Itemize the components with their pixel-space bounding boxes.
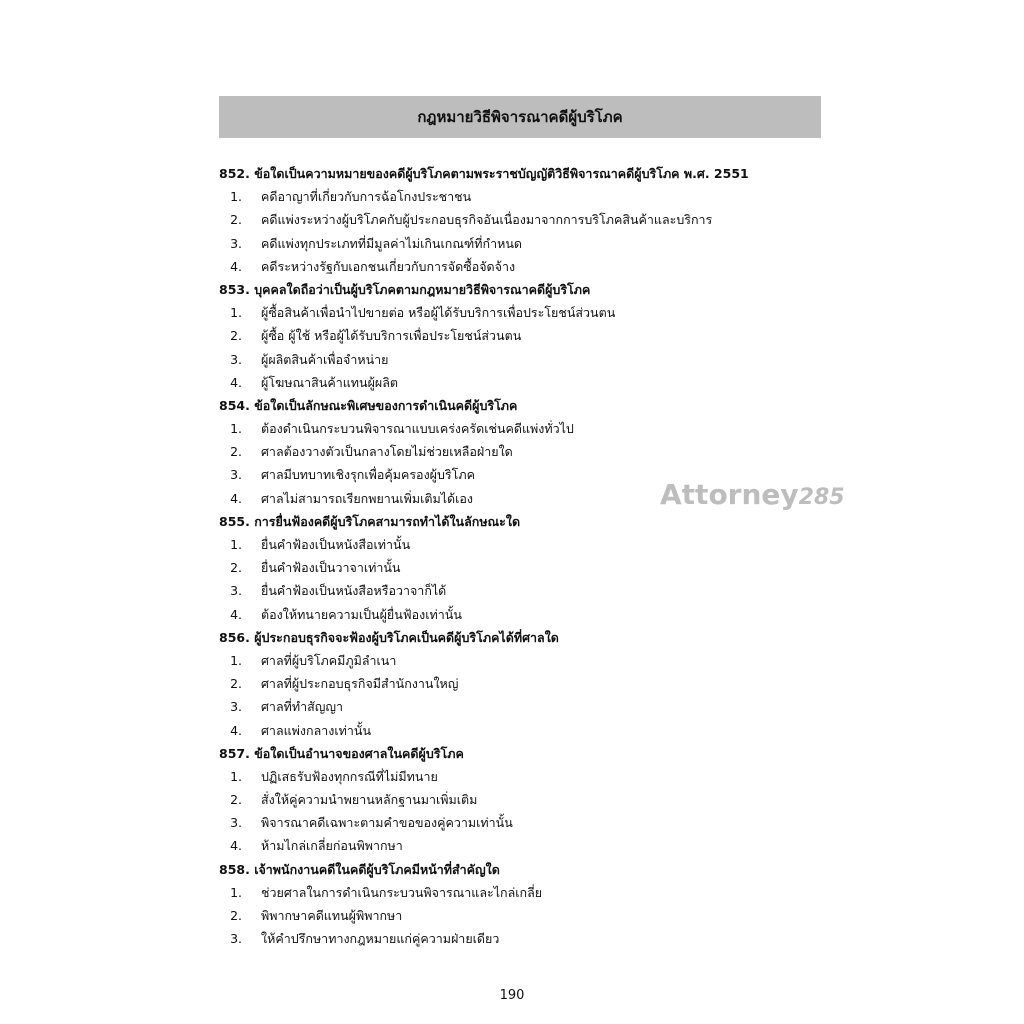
answer-option: [219, 927, 819, 950]
option-number: 1.: [230, 652, 242, 668]
option-number: 1.: [230, 768, 242, 784]
option-text: ต้องดำเนินกระบวนพิจารณาแบบเคร่งครัดเช่นคดีแพ่งทั่วไป: [261, 421, 574, 437]
answer-option: [219, 324, 819, 347]
option-text: ผู้ซื้อสินค้าเพื่อนำไปขายต่อ หรือผู้ได้รับบริการเพื่อประโยชน์ส่วนตน: [261, 305, 616, 321]
option-number: 4.: [230, 722, 242, 738]
option-text: ต้องให้ทนายความเป็นผู้ยื่นฟ้องเท่านั้น: [261, 606, 462, 622]
option-number: 2.: [230, 676, 242, 692]
answer-option: [219, 208, 819, 231]
option-text: ศาลที่ผู้ประกอบธุรกิจมีสำนักงานใหญ่: [261, 676, 459, 692]
page-number: 190: [499, 988, 525, 1003]
option-number: 3.: [230, 815, 242, 831]
option-text: ศาลต้องวางตัวเป็นกลางโดยไม่ช่วยเหลือฝ่ายใด: [261, 444, 513, 460]
option-number: 3.: [230, 467, 242, 483]
option-number: 4.: [230, 838, 242, 854]
answer-option: [219, 417, 819, 440]
option-text: คดีแพ่งระหว่างผู้บริโภคกับผู้ประกอบธุรกิจอันเนื่องมาจากการบริโภคสินค้าและบริการ: [261, 212, 713, 228]
option-text: พิจารณาคดีเฉพาะตามคำขอของคู่ความเท่านั้น: [261, 815, 513, 831]
option-number: 3.: [230, 699, 242, 715]
answer-option: [219, 579, 819, 602]
option-number: 3.: [230, 931, 242, 947]
answer-option: [219, 649, 819, 672]
answer-option: [219, 185, 819, 208]
option-text: ผู้ผลิตสินค้าเพื่อจำหน่าย: [261, 351, 389, 367]
option-text: ศาลไม่สามารถเรียกพยานเพิ่มเติมได้เอง: [261, 490, 474, 506]
answer-option: [219, 904, 819, 927]
option-text: ผู้ซื้อ ผู้ใช้ หรือผู้ได้รับบริการเพื่อประโยชน์ส่วนตน: [261, 328, 522, 344]
option-text: พิพากษาคดีแทนผู้พิพากษา: [261, 908, 403, 923]
option-text: คดีระหว่างรัฐกับเอกชนเกี่ยวกับการจัดซื้อจัดจ้าง: [261, 258, 516, 274]
option-number: 2.: [230, 212, 242, 228]
answer-option: [219, 371, 819, 394]
question-text: 856. ผู้ประกอบธุรกิจจะฟ้องผู้บริโภคเป็นคดีผู้บริโภคได้ที่ศาลใด: [219, 629, 559, 645]
option-text: ผู้โฆษณาสินค้าแทนผู้ผลิต: [261, 374, 398, 390]
chapter-title-bar: [219, 96, 821, 138]
question-text: 853. บุคคลใดถือว่าเป็นผู้บริโภคตามกฎหมายวิธีพิจารณาคดีผู้บริโภค: [219, 281, 591, 297]
answer-option: [219, 255, 819, 278]
watermark: [660, 478, 845, 511]
option-text: ศาลมีบทบาทเชิงรุกเพื่อคุ้มครองผู้บริโภค: [261, 467, 475, 483]
option-number: 1.: [230, 537, 242, 552]
option-text: ห้ามไกล่เกลี่ยก่อนพิพากษา: [261, 838, 403, 854]
option-text: ศาลแพ่งกลางเท่านั้น: [261, 722, 371, 738]
question-text: 857. ข้อใดเป็นอำนาจของศาลในคดีผู้บริโภค: [219, 745, 464, 761]
option-number: 3.: [230, 583, 242, 599]
option-number: 4.: [230, 606, 242, 622]
answer-option: [219, 533, 819, 556]
option-number: 4.: [230, 258, 242, 274]
option-number: 3.: [230, 351, 242, 367]
answer-option: [219, 765, 819, 788]
option-number: 2.: [230, 444, 242, 460]
option-number: 4.: [230, 490, 242, 506]
option-number: 1.: [230, 305, 242, 321]
answer-option: [219, 881, 819, 904]
option-number: 1.: [230, 189, 242, 205]
question-text: 855. การยื่นฟ้องคดีผู้บริโภคสามารถทำได้ในลักษณะใด: [219, 513, 521, 529]
option-number: 3.: [230, 235, 242, 251]
option-text: ยื่นคำฟ้องเป็นหนังสือเท่านั้น: [261, 537, 411, 552]
option-text: คดีอาญาที่เกี่ยวกับการฉ้อโกงประชาชน: [261, 189, 472, 205]
option-text: ให้คำปรึกษาทางกฎหมายแก่คู่ความฝ่ายเดียว: [261, 931, 500, 947]
option-text: ศาลที่ทำสัญญา: [261, 699, 344, 715]
option-number: 4.: [230, 374, 242, 390]
option-number: 2.: [230, 560, 242, 576]
option-text: ยื่นคำฟ้องเป็นวาจาเท่านั้น: [261, 560, 401, 576]
answer-option: [219, 348, 819, 371]
answer-option: [219, 834, 819, 857]
option-number: 2.: [230, 792, 242, 808]
option-text: ยื่นคำฟ้องเป็นหนังสือหรือวาจาก็ได้: [261, 583, 447, 599]
question-text: 854. ข้อใดเป็นลักษณะพิเศษของการดำเนินคดีผู้บริโภค: [219, 397, 518, 413]
answer-option: [219, 719, 819, 742]
option-number: 2.: [230, 328, 242, 344]
option-text: คดีแพ่งทุกประเภทที่มีมูลค่าไม่เกินเกณฑ์ที่กำหนด: [261, 235, 523, 251]
answer-option: [219, 603, 819, 626]
option-text: ศาลที่ผู้บริโภคมีภูมิลำเนา: [261, 652, 397, 668]
option-number: 1.: [230, 421, 242, 437]
answer-option: [219, 811, 819, 834]
option-number: 2.: [230, 908, 242, 923]
question-list: [219, 162, 819, 950]
option-number: 1.: [230, 884, 242, 900]
option-text: สั่งให้คู่ความนำพยานหลักฐานมาเพิ่มเติม: [261, 792, 478, 808]
answer-option: [219, 672, 819, 695]
chapter-title: กฎหมายวิธีพิจารณาคดีผู้บริโภค: [417, 108, 623, 126]
answer-option: [219, 556, 819, 579]
watermark-text: Attorney: [660, 478, 799, 511]
answer-option: [219, 788, 819, 811]
answer-option: [219, 232, 819, 255]
option-text: ช่วยศาลในการดำเนินกระบวนพิจารณาและไกล่เกลี่ย: [261, 884, 543, 900]
question-text: 852. ข้อใดเป็นความหมายของคดีผู้บริโภคตามพระราชบัญญัติวิธีพิจารณาคดีผู้บริโภค พ.ศ. 2551: [219, 166, 749, 181]
option-text: ปฏิเสธรับฟ้องทุกกรณีที่ไม่มีทนาย: [261, 768, 438, 784]
watermark-number: 285: [798, 485, 845, 510]
question-text: 858. เจ้าพนักงานคดีในคดีผู้บริโภคมีหน้าที่สำคัญใด: [219, 861, 500, 877]
answer-option: [219, 695, 819, 718]
answer-option: [219, 301, 819, 324]
answer-option: [219, 440, 819, 463]
